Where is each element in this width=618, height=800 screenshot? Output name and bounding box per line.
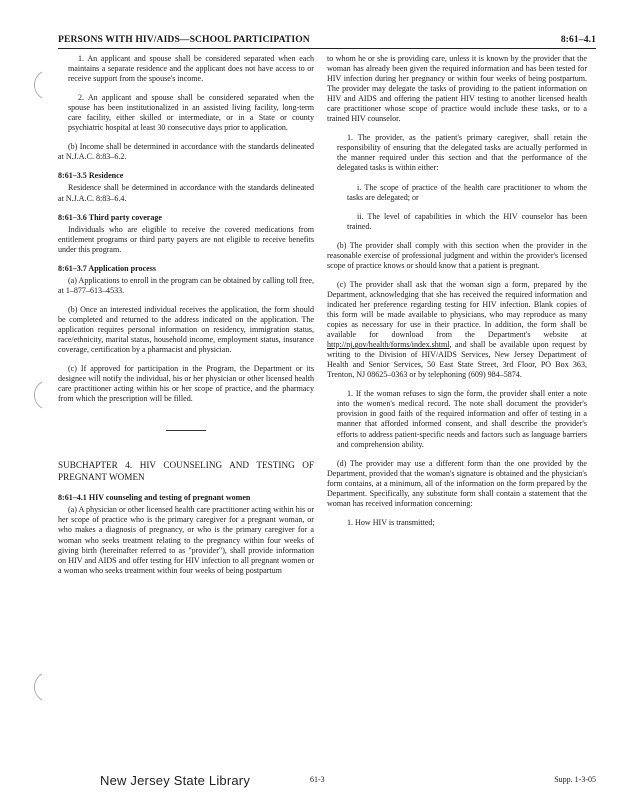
page-number: 61-3 (310, 775, 325, 784)
binding-mark-icon (28, 380, 48, 410)
right-column (327, 54, 587, 537)
library-stamp: New Jersey State Library (100, 773, 251, 788)
page-footer (100, 773, 596, 789)
binding-mark-icon (28, 70, 48, 100)
left-column (58, 54, 314, 585)
paragraph: Residence shall be determined in accordance with the standards delineated at N.J.A.C. 8:83–6.4. (58, 183, 314, 203)
divider (166, 430, 206, 431)
paragraph: to whom he or she is providing care, unless it is known by the provider that the woman has already been given the required information and has been tested for HIV infection during her pregnancy or within four weeks of being postpartum. The provider may delegate the tasks of providing to the patient information on HIV and AIDS and offering the patient HIV testing to another licensed health care practitioner whose scope of practice would include these tasks, or to a trained HIV counselor. (327, 54, 587, 124)
header-section-number: 8:61–4.1 (560, 34, 596, 45)
paragraph: (c) If approved for participation in the Program, the Department or its designee will notify the individual, his or her physician or other licensed health care practitioner acting within his or her scope of practice, and the pharmacy from which the prescription will be filled. (58, 364, 314, 404)
paragraph: 1. How HIV is transmitted; (347, 517, 435, 527)
paragraph: 1. The provider, as the patient's primary caregiver, shall retain the responsibility of ensuring that the delegated tasks are actually performed in the manner required under this section and that the performance of the delegated tasks is within either: (337, 133, 587, 173)
paragraph: Individuals who are eligible to receive the covered medications from entitlement programs or third party payers are not eligible to receive benefits under this program. (58, 224, 314, 254)
forms-link[interactable]: http://nj.gov/health/forms/index.shtml (327, 340, 450, 350)
paragraph-text: (c) The provider shall ask that the woman sign a form, prepared by the Department, acknowledging that she has received the required information and indicated her preference regarding testing for HIV infection. Blank copies of this form will be made available to physicians, who may reproduce as many copies as necessary for use in their practice. In addition, the form shall be available for download from the Department's website at (327, 279, 587, 340)
section-heading: 8:61–3.5 Residence (58, 171, 124, 181)
paragraph: (b) Income shall be determined in accordance with the standards delineated at N.J.A.C. 8:83–6.2. (58, 142, 314, 162)
paragraph: (a) Applications to enroll in the program can be obtained by calling toll free, at 1–877–613–4533. (58, 275, 314, 295)
binding-mark-icon (28, 672, 48, 702)
paragraph: 1. An applicant and spouse shall be considered separated when each maintains a separate residence and the applicant does not have access to or receive support from the spouse's income. (68, 54, 314, 84)
header-title: PERSONS WITH HIV/AIDS—SCHOOL PARTICIPATION (58, 34, 310, 45)
paragraph (327, 280, 587, 380)
section-heading: 8:61–3.7 Application process (58, 263, 156, 273)
subchapter-title: SUBCHAPTER 4. HIV COUNSELING AND TESTING OF PREGNANT WOMEN (58, 460, 314, 483)
paragraph: i. The scope of practice of the health care practitioner to whom the tasks are delegated; or (347, 182, 587, 202)
paragraph: (a) A physician or other licensed health care practitioner acting within his or her scope of practice who is the primary caregiver for a pregnant woman, or who makes a diagnosis of pregnancy, or who is the primary caregiver for a woman who seeks treatment relating to the pregnancy within four weeks of giving birth (hereinafter referred to as "provider"), shall provide information on HIV and AIDS and offer testing for HIV infection to all pregnant women or a woman who seeks treatment within four weeks of being postpartum (58, 505, 314, 575)
paragraph: ii. The level of capabilities in which the HIV counselor has been trained. (347, 211, 587, 231)
paragraph: 1. If the woman refuses to sign the form, the provider shall enter a note into the women's medical record. The note shall document the provider's provision in good faith of the required information and offer of testing in a manner that afforded informed consent, and shall describe the provider's efforts to address patient-specific needs and factors such as language barriers and comprehension ability. (337, 389, 587, 449)
paragraph: (b) Once an interested individual receives the application, the form should be completed and returned to the address indicated on the application. The application requires personal information on residency, immigration status, race/ethnicity, marital status, household income, employment status, insurance coverage, certification by a pharmacist and physician. (58, 304, 314, 355)
running-header (58, 34, 596, 49)
paragraph-text: , and shall be available upon request by writing to the Division of HIV/AIDS Services, New Jersey Department of Health and Senior Services, 50 East State Street, 3rd Floor, PO Box 363, Trenton, NJ 08625–0363 or by telephoning (609) 984–5874. (327, 340, 587, 380)
section-heading: 8:61–4.1 HIV counseling and testing of pregnant women (58, 493, 251, 503)
paragraph: (d) The provider may use a different form than the one provided by the Department, provided that the woman's signature is obtained and the physician's form contains, at a minimum, all of the information on the form prepared by the Department. Specifically, any substitute form shall contain a statement that the woman has received information concerning: (327, 458, 587, 508)
supplement-date: Supp. 1-3-05 (554, 775, 596, 784)
paragraph: (b) The provider shall comply with this section when the provider in the reasonable exercise of professional judgment and within the provider's licensed scope of practice knows or should know that a patient is pregnant. (327, 240, 587, 270)
paragraph: 2. An applicant and spouse shall be considered separated when the spouse has been institutionalized in an assisted living facility, long-term care facility, either skilled or intermediate, or in a State or county psychiatric hospital at least 30 consecutive days prior to application. (68, 93, 314, 133)
section-heading: 8:61–3.6 Third party coverage (58, 212, 163, 222)
